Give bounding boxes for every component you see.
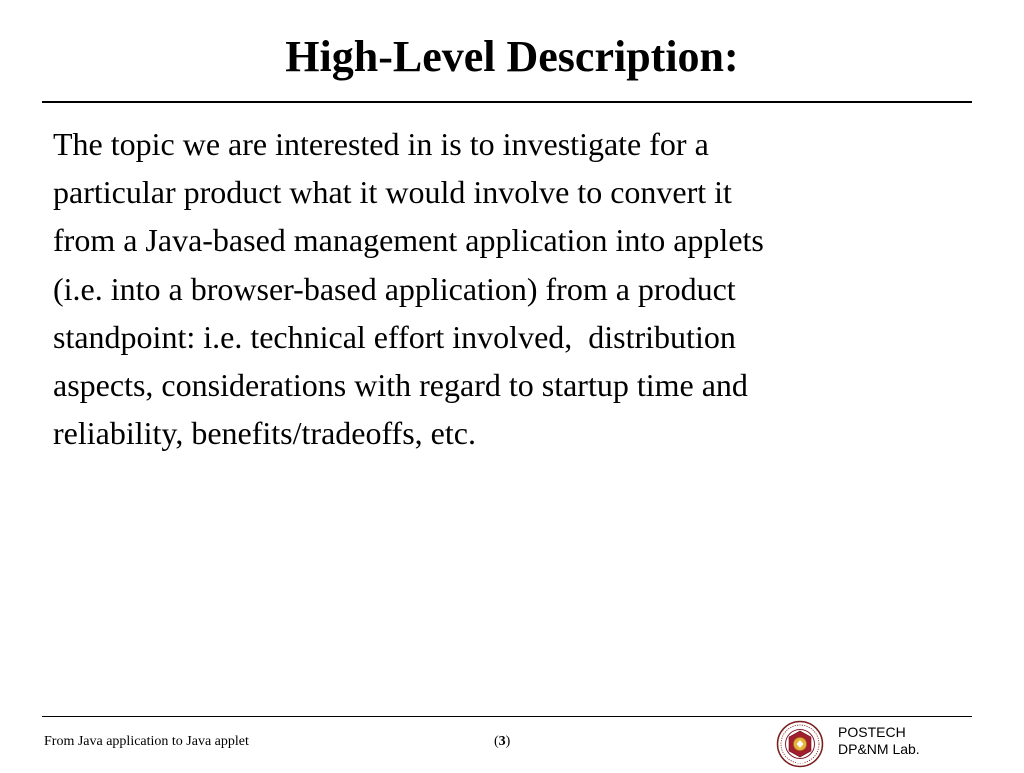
lab-label bbox=[838, 724, 920, 758]
postech-seal-icon bbox=[775, 720, 825, 768]
body-line: (i.e. into a browser-based application) from a product bbox=[53, 270, 736, 307]
lab-name-line2: DP&NM Lab. bbox=[838, 741, 920, 757]
lab-name-line1: POSTECH bbox=[838, 724, 906, 740]
page-number-close: ) bbox=[505, 734, 511, 749]
footer-caption: From Java application to Java applet bbox=[44, 734, 249, 749]
body-line: The topic we are interested in is to investigate for a bbox=[53, 126, 709, 162]
page-number-value: 3 bbox=[498, 734, 506, 749]
body-line: aspects, considerations with regard to startup time and bbox=[53, 367, 748, 404]
slide-title: High-Level Description: bbox=[285, 32, 739, 81]
body-line: particular product what it would involve to convert it bbox=[53, 174, 732, 211]
footer-divider bbox=[42, 716, 972, 717]
title-divider bbox=[42, 101, 972, 103]
body-line: from a Java-based management application into applets bbox=[53, 222, 764, 259]
body-paragraph bbox=[53, 120, 953, 457]
page-number bbox=[494, 734, 510, 750]
body-line: standpoint: i.e. technical effort involved, distribution bbox=[53, 318, 736, 355]
page-number-open: ( bbox=[494, 734, 499, 749]
body-line: reliability, benefits/tradeoffs, etc. bbox=[53, 415, 476, 452]
